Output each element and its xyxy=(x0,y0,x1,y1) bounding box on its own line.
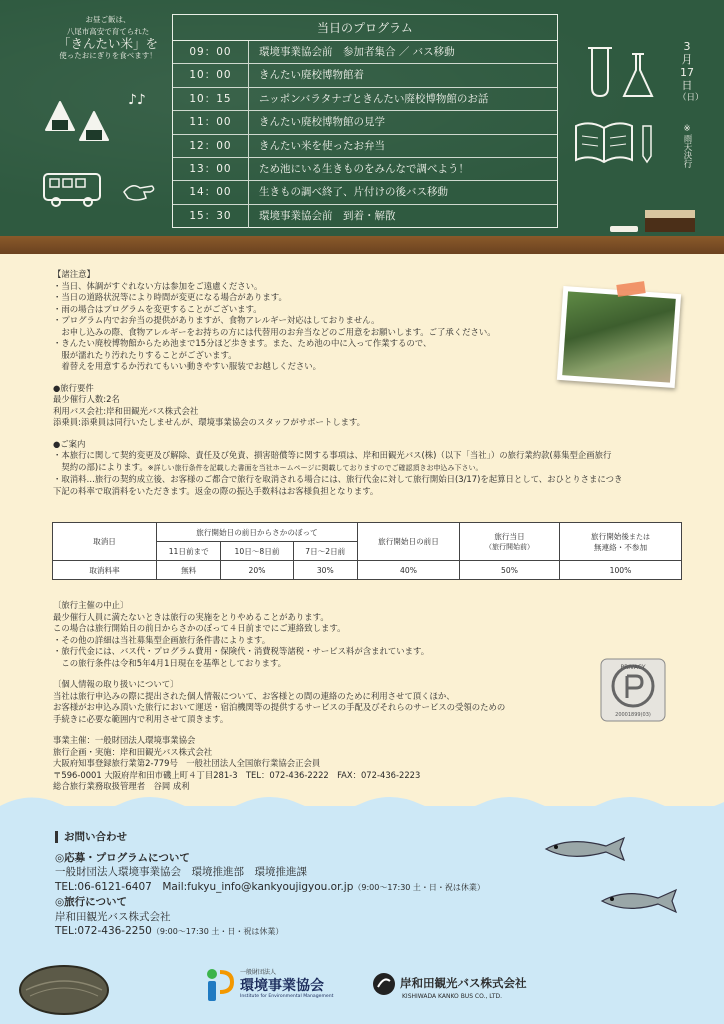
program-time: 11：00 xyxy=(173,111,249,133)
organizer-line: 〒596-0001 大阪府岸和田市磯上町４丁目281-3 TEL：072-436-2222 FAX：072-436-2223 xyxy=(53,769,421,780)
program-desc: ため池にいる生きものをみんなで調べよう！ xyxy=(259,162,469,175)
table-cell xyxy=(460,523,560,561)
program-desc: きんたい廃校博物館の見学 xyxy=(259,116,385,129)
day-of-label: 旅行当日 xyxy=(494,532,525,541)
cancellation-line: ・その他の詳細は当社募集型企画旅行条件書によります。 xyxy=(53,634,271,645)
note-line: ・当日の道路状況等により時間が変更になる場合があります。 xyxy=(53,292,287,302)
hand-icon xyxy=(122,178,158,204)
kishiwada-logo-en: KISHIWADA KANKO BUS CO., LTD. xyxy=(402,993,503,1000)
program-time: 10：15 xyxy=(173,88,249,110)
table-cell: 100% xyxy=(560,561,682,580)
travel-contact xyxy=(55,924,615,940)
cancellation-line: この場合は旅行開始日の前日からさかのぼって４日前までにご連絡致します。 xyxy=(53,623,346,633)
program-desc: 生きもの調べ終了、片付けの後バス移動 xyxy=(259,186,448,199)
table-cell: 30% xyxy=(293,561,357,580)
day-of-sub: （旅行開始前） xyxy=(485,543,534,551)
guide-title: ●ご案内 xyxy=(53,438,86,449)
date-part: 17 xyxy=(680,66,694,79)
chalkboard-ledge xyxy=(0,236,724,254)
table-cell: 50% xyxy=(460,561,560,580)
kankyo-logo-en: Institute for Environmental Management xyxy=(240,994,334,999)
lunch-note xyxy=(52,14,164,62)
organizer-line: 総合旅行業務取扱管理者 谷岡 成利 xyxy=(53,781,190,791)
note-line: 服が濡れたり汚れたりすることがございます。 xyxy=(53,349,237,360)
program-desc: 環境事業協会前 到着・解散 xyxy=(259,209,396,222)
table-row xyxy=(53,561,682,580)
program-desc: きんたい米を使ったお弁当 xyxy=(259,139,385,152)
table-cell: 取消料率 xyxy=(53,561,157,580)
program-row xyxy=(173,111,557,134)
program-table xyxy=(172,14,558,228)
travel-tel: TEL:072-436-2250 xyxy=(55,925,152,937)
kishiwada-logo-mark-icon xyxy=(372,972,396,996)
svg-text:♪♪: ♪♪ xyxy=(128,92,146,108)
program-time: 10：00 xyxy=(173,64,249,86)
guide-line-note: ※詳しい旅行条件を記載した書面を当社ホームページに掲載しておりますのでご確認頂きお申込み下さい。 xyxy=(147,463,483,472)
organizer-line: 大阪府知事登録旅行業第2-779号 一般社団法人全国旅行業協会正会員 xyxy=(53,758,321,768)
program-row xyxy=(173,64,557,87)
guide-line: ・本旅行に関して契約変更及び解除、責任及び免責、損害賠償等に関する事項は、岸和田観光バス(株)（以下「当社」）の旅行業約款(募集型企画旅行 xyxy=(53,450,612,460)
terms-section xyxy=(53,600,613,793)
date-part: 3 xyxy=(683,40,691,53)
organizer-line: 旅行企画・実施：岸和田観光バス株式会社 xyxy=(53,746,213,757)
table-cell: 40% xyxy=(358,561,460,580)
privacy-line: お客様がお申込み頂いた旅行において運送・宿泊機関等の提供するサービスの手配及びそれらのサービスの受領のための xyxy=(53,702,506,712)
notes-title: 【諸注意】 xyxy=(53,269,95,279)
rice-ball-icon xyxy=(38,90,116,150)
chalk-icon xyxy=(610,226,638,232)
kankyo-logo xyxy=(202,966,352,1006)
privacy-line: 当社は旅行申込みの際に提出された個人情報について、お客様との間の連絡のために利用させて頂くほか、 xyxy=(53,690,455,701)
travel-hours: （9:00〜17:30 土・日・祝は休業） xyxy=(151,927,284,936)
date-part: （日） xyxy=(678,93,704,103)
apply-org: 一般財団法人環境事業協会 環境推進部 環境推進課 xyxy=(55,866,307,878)
contact-title: お問い合わせ xyxy=(55,830,615,845)
requirement-line: 利用バス会社:岸和田観光バス株式会社 xyxy=(53,405,199,416)
rain-note: ※雨天決行 xyxy=(682,124,692,168)
eraser-icon xyxy=(645,210,695,232)
table-cell: 7日〜2日前 xyxy=(293,542,357,561)
program-desc: 環境事業協会前 参加者集合 ／ バス移動 xyxy=(259,46,455,58)
travel-org: 岸和田観光バス株式会社 xyxy=(55,910,171,923)
privacy-mark-text: PRIVACY xyxy=(620,664,646,671)
table-cell: 取消日 xyxy=(53,523,157,561)
table-cell: 旅行開始日の前日 xyxy=(358,523,460,561)
cancellation-fee-table xyxy=(52,522,682,580)
kishiwada-logo xyxy=(372,972,542,1008)
lunch-note-line: 使ったおにぎりを食べます！ xyxy=(59,51,157,60)
apply-tel: TEL:06-6121-6407 Mail:fukyu_info@kankyoujigyou.or.jp xyxy=(55,880,354,893)
program-desc: ニッポンバラタナゴときんたい廃校博物館のお話 xyxy=(259,92,489,105)
program-row xyxy=(173,181,557,204)
kankyo-logo-small: 一般財団法人 xyxy=(240,969,277,976)
note-line: ・雨の場合はプログラムを変更することがございます。 xyxy=(53,303,262,314)
after-start-sub: 無連絡・不参加 xyxy=(593,542,648,552)
program-row xyxy=(173,41,557,64)
program-desc: きんたい廃校博物館着 xyxy=(259,69,364,82)
lunch-note-rice: 「きんたい米」を xyxy=(57,36,158,51)
guide-line xyxy=(53,462,683,475)
program-title: 当日のプログラム xyxy=(173,15,557,41)
note-line: ・きんたい廃校博物館からため池まで15分ほど歩きます。また、ため池の中に入って作業するので、 xyxy=(53,338,432,348)
requirement-line: 添乗員:添乗員は同行いたしませんが、環境事業協会のスタッフがサポートします。 xyxy=(53,417,366,427)
table-cell: 11日前まで xyxy=(157,542,221,561)
fish-icon xyxy=(540,834,630,864)
program-row xyxy=(173,88,557,111)
note-line: ・当日、体調がすぐれない方は参加をご遠慮ください。 xyxy=(53,280,263,291)
contact-section xyxy=(55,830,615,940)
kankyo-logo-mark-icon xyxy=(202,968,234,1002)
lab-flask-icon xyxy=(582,40,662,104)
fish-icon xyxy=(596,886,682,916)
table-cell: 20% xyxy=(221,561,293,580)
lunch-note-line: 八尾市高安で育てられた xyxy=(66,27,150,36)
pencil-icon xyxy=(640,120,654,164)
program-row xyxy=(173,158,557,181)
program-time: 12：00 xyxy=(173,135,249,157)
program-row xyxy=(173,135,557,158)
music-note-icon xyxy=(128,88,152,108)
program-row xyxy=(173,205,557,228)
book-icon xyxy=(572,118,636,166)
cancellation-line: この旅行条件は令和5年4月1日現在を基準としております。 xyxy=(53,657,287,668)
apply-contact xyxy=(55,880,615,896)
bus-icon xyxy=(42,170,106,210)
details-section xyxy=(53,269,683,497)
guide-line: ・取消料…旅行の契約成立後、お客様のご都合で旅行を取消される場合には、旅行代金に対して旅行開始日(3/17)を起算日として、おひとりさまにつき xyxy=(53,474,623,484)
program-time: 14：00 xyxy=(173,181,249,203)
date-part: 月 xyxy=(681,53,693,66)
table-cell: 無料 xyxy=(157,561,221,580)
table-row xyxy=(53,523,682,542)
table-cell: 旅行開始日の前日からさかのぼって xyxy=(157,523,358,542)
privacy-mark-number: 20001899(03) xyxy=(615,712,651,718)
requirement-line: 最少催行人数:2名 xyxy=(53,394,120,404)
organizer-line: 事業主催：一般財団法人環境事業協会 xyxy=(53,735,196,745)
event-date xyxy=(678,40,704,105)
table-cell: 10日〜8日前 xyxy=(221,542,293,561)
kishiwada-logo-name: 岸和田観光バス株式会社 xyxy=(400,976,527,990)
privacy-mark-icon xyxy=(600,658,666,722)
date-part: 日 xyxy=(681,79,693,92)
apply-hours: （9:00〜17:30 土・日・祝は休業） xyxy=(353,882,485,892)
program-time: 15：30 xyxy=(173,205,249,228)
kankyo-logo-name: 環境事業協会 xyxy=(240,978,324,994)
lunch-note-line: お昼ご飯は、 xyxy=(85,15,131,24)
cancellation-title: 〔旅行主催の中止〕 xyxy=(53,600,129,610)
travel-title: ◎旅行について xyxy=(55,896,127,908)
table-cell xyxy=(560,523,682,561)
guide-line-text: 契約の部)によります。 xyxy=(53,461,148,472)
cancellation-line: 最少催行人員に満たないときは旅行の実施をとりやめることがあります。 xyxy=(53,611,329,622)
apply-title: ◎応募・プログラムについて xyxy=(55,851,190,864)
note-line: ・プログラム内でお弁当の提供がありますが、食物アレルギー対応はしておりません。 xyxy=(53,315,380,325)
program-time: 13：00 xyxy=(173,158,249,180)
cancellation-line: ・旅行代金には、バス代・プログラム費用・保険代・消費税等諸税・サービス料が含まれています。 xyxy=(53,646,430,656)
privacy-title: 〔個人情報の取り扱いについて〕 xyxy=(53,679,179,689)
privacy-line: 手続きに必要な範囲内で利用させて頂きます。 xyxy=(53,713,229,724)
after-start-label: 旅行開始後または xyxy=(591,531,650,541)
note-line: 着替えを用意するか汚れてもいい動きやすい服装でお越しください。 xyxy=(53,361,321,371)
program-time: 09：00 xyxy=(173,41,249,63)
requirements-title: ●旅行要件 xyxy=(53,382,94,393)
mussel-shell-icon xyxy=(16,958,112,1018)
note-line: お申し込みの際、食物アレルギーをお持ちの方には代替用のお弁当などのご用意をお願いします。ご了承ください。 xyxy=(53,326,496,337)
guide-line: 下記の料率で取消料をいただきます。返金の際の振込手数料はお客様負担となります。 xyxy=(53,485,379,496)
